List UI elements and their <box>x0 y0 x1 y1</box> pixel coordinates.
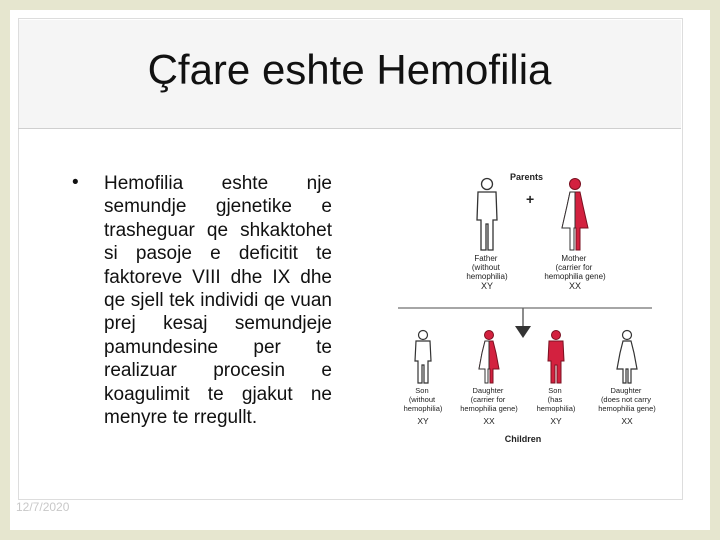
father-caption-line: Father <box>474 254 498 263</box>
child-caption-line: hemophilia gene) <box>598 404 656 413</box>
children-label: Children <box>504 434 542 444</box>
mother-caption-line: (carrier for <box>555 263 593 272</box>
parents-label: Parents <box>510 172 544 182</box>
child-caption-line: (does not carry <box>600 395 651 404</box>
father-caption-line: hemophilia) <box>466 272 508 281</box>
slide-title: Çfare eshte Hemofilia <box>147 46 552 93</box>
child-caption-line: (has <box>547 395 563 404</box>
child-caption-line: hemophilia) <box>536 404 576 413</box>
child-caption-line: (without <box>408 395 436 404</box>
body-text: Hemofilia eshte nje semundje gjenetike e trasheguar qe shkaktohet si pasoje e deficitit te faktoreve VIII dhe IX dhe qe sjell tek individi qe vuan prej kesaj semundjeje pamundesine per te realizuar procesin e koagulimit te gjakut ne menyre te rregullt. <box>104 173 332 429</box>
slide-date: 12/7/2020 <box>16 500 70 514</box>
child-caption-line: Son <box>415 386 429 395</box>
inheritance-diagram <box>390 168 660 448</box>
child-caption-line: Son <box>548 386 562 395</box>
bullet-point: • <box>72 172 79 193</box>
father-genotype: XY <box>480 281 494 291</box>
title-separator <box>18 128 681 129</box>
father-caption-line: (without <box>471 263 500 272</box>
mother-caption-line: Mother <box>561 254 587 263</box>
child-son-normal-genotype: XY <box>417 416 429 426</box>
child-caption-line: hemophilia gene) <box>460 404 518 413</box>
child-daughter-normal-genotype: XX <box>621 416 633 426</box>
child-caption-line: (carrier for <box>470 395 506 404</box>
mother-genotype: XX <box>568 281 582 291</box>
child-caption-line: hemophilia) <box>403 404 443 413</box>
child-caption-line: Daughter <box>610 386 642 395</box>
child-son-affected-genotype: XY <box>550 416 562 426</box>
child-caption-line: Daughter <box>472 386 504 395</box>
mother-caption-line: hemophilia gene) <box>544 272 606 281</box>
child-daughter-carrier-genotype: XX <box>483 416 495 426</box>
plus-sign: + <box>526 191 535 207</box>
inheritance-diagram-svg <box>390 168 660 448</box>
